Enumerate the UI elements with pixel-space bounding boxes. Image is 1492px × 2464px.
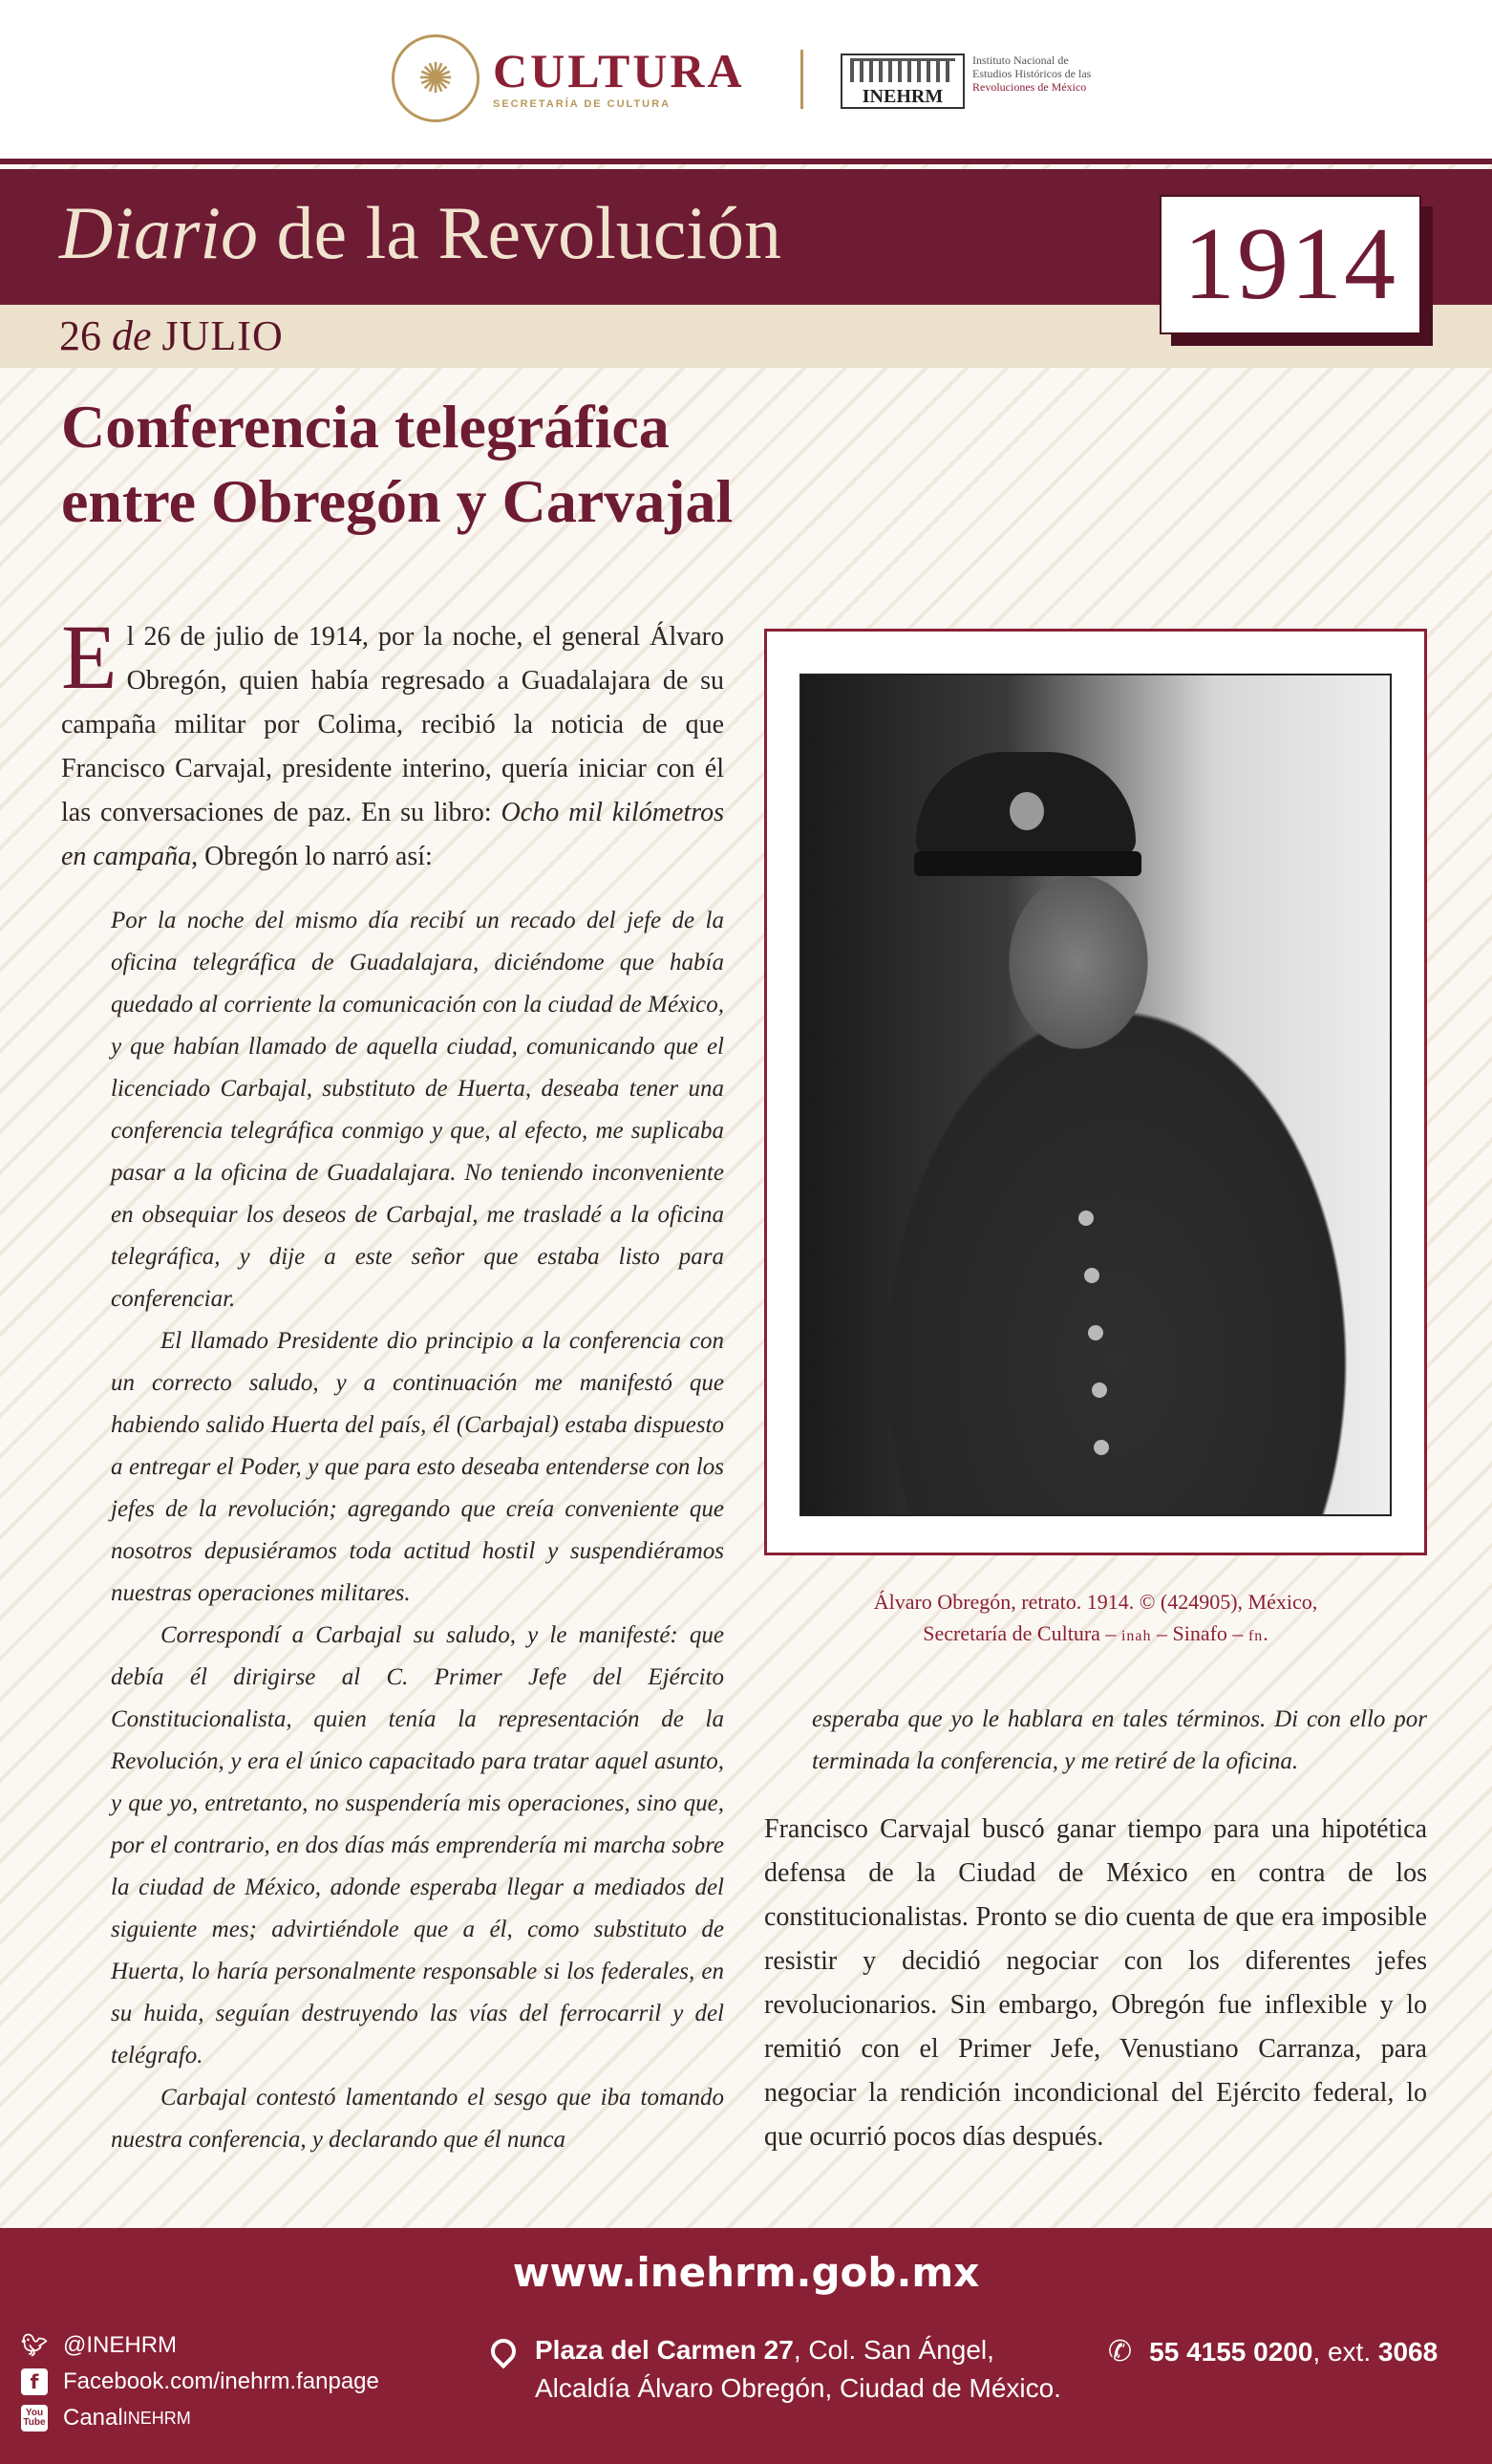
- quote-paragraph-1: Por la noche del mismo día recibí un recado del jefe de la oficina telegráfica de Guadalajara, diciéndome que había quedado al corriente la comunicación con la ciudad de México, y que habían llamado de aquella ciudad, comunicando que el licenciado Carbajal, substituto de Huerta, deseaba tener una conferencia telegráfica conmigo y que, al efecto, me suplicaba pasar a la oficina de Guadalajara. No teniendo inconveniente en obsequiar los deseos de Carbajal, me trasladé a la oficina telegráfica, y dije a este señor que estaba listo para conferenciar.: [111, 908, 724, 1312]
- inehrm-logo[interactable]: [841, 54, 1091, 109]
- website-link[interactable]: www.inehrm.gob.mx: [512, 2249, 980, 2296]
- youtube-icon: You Tube: [21, 2405, 48, 2432]
- book-title: Ocho mil kilómetros en campaña: [61, 798, 724, 871]
- logo-divider: [800, 50, 803, 109]
- phone-number[interactable]: ✆ 55 4155 0200, ext. 3068: [1108, 2335, 1439, 2368]
- inehrm-building-icon: [841, 54, 965, 109]
- quote-paragraph-2: El llamado Presidente dio principio a la conferencia con un correcto saludo, y a continuación me manifestó que habiendo salido Huerta del país, él (Carbajal) estaba dispuesto a entregar el Poder, y que para esto deseaba entenderse con los jefes de la revolución; agregando que creía conveniente que nosotros depusiéramos toda actitud hostil y suspendiéramos nuestras operaciones militares.: [111, 1328, 724, 1606]
- obregon-portrait-photo[interactable]: [799, 674, 1392, 1516]
- youtube-link[interactable]: You Tube Canal INEHRM: [21, 2400, 379, 2436]
- quote-paragraph-end: esperaba que yo le hablara en tales términos. Di con ello por terminada la conferencia, y me retiré de la oficina.: [812, 1706, 1427, 1774]
- cultura-logo[interactable]: [392, 34, 745, 122]
- block-quote: [111, 900, 724, 2161]
- block-quote-continued: [812, 1699, 1427, 1783]
- footer: [0, 2228, 1492, 2464]
- intro-paragraph: El 26 de julio de 1914, por la noche, el general Álvaro Obregón, quien había regresado a Guadalajara de su campaña militar por Colima, recibió la noticia de que Francisco Carvajal, presidente interino, quería iniciar con él las conversaciones de paz. En su libro: Ocho mil kilómetros en campaña, Obregón lo narró así:: [61, 606, 724, 871]
- social-links: [21, 2327, 379, 2436]
- photo-caption: Álvaro Obregón, retrato. 1914. © (424905), México, Secretaría de Cultura – inah – Sinafo – fn.: [873, 1590, 1318, 1645]
- twitter-icon: 🐦︎: [21, 2333, 48, 2357]
- facebook-icon: f: [21, 2368, 48, 2395]
- header-divider-line: [0, 159, 1492, 164]
- address: Plaza del Carmen 27, Col. San Ángel, Alcaldía Álvaro Obregón, Ciudad de México.: [491, 2331, 1061, 2408]
- article-left-column: [61, 606, 724, 2161]
- cultura-subtitle: SECRETARÍA DE CULTURA: [493, 98, 671, 110]
- publication-title: Diario de la Revolución: [59, 191, 782, 274]
- facebook-link[interactable]: f Facebook.com/inehrm.fanpage: [21, 2364, 379, 2400]
- drop-cap: E: [61, 606, 117, 708]
- top-logo-band: [0, 0, 1492, 161]
- closing-paragraph-container: [764, 1808, 1427, 2159]
- cultura-wordmark: CULTURA: [493, 44, 745, 97]
- cap-badge: [1010, 792, 1044, 830]
- inehrm-name: INEHRM: [862, 86, 944, 107]
- location-pin-icon: [486, 2334, 522, 2369]
- mexico-seal-icon: ✺: [392, 34, 480, 122]
- phone-icon: ✆: [1108, 2335, 1133, 2368]
- quote-paragraph-3: Correspondí a Carbajal su saludo, y le manifesté: que debía él dirigirse al C. Primer Jefe del Ejército Constitucionalista, quien tenía la representación de la Revolución, y era el único capacitado para tratar aquel asunto, y que yo, entretanto, no suspendería mis operaciones, sino que, por el contrario, en dos días más emprendería mi marcha sobre la ciudad de México, adonde esperaba llegar a mediados del siguiente mes; advirtiéndole que a él, como substituto de Huerta, lo haría personalmente responsable si los federales, en su huida, seguían destruyendo las vías del ferrocarril y del telégrafo.: [111, 1622, 724, 2068]
- issue-date: 26 de JULIO: [59, 312, 284, 359]
- inehrm-description: Instituto Nacional de Estudios Históricos de las Revoluciones de México: [972, 54, 1092, 94]
- closing-paragraph: Francisco Carvajal buscó ganar tiempo para una hipotética defensa de la Ciudad de México en contra de los constitucionalistas. Pronto se dio cuenta de que era imposible resistir y decidió negociar con los diferentes jefes revolucionarios. Sin embargo, Obregón fue inflexible y lo remitió con el Primer Jefe, Venustiano Carranza, para negociar la rendición incondicional del Ejército federal, lo que ocurrió pocos días después.: [764, 1814, 1427, 2152]
- twitter-link[interactable]: 🐦︎ @INEHRM: [21, 2332, 178, 2358]
- quote-paragraph-4: Carbajal contestó lamentando el sesgo que iba tomando nuestra conferencia, y declarando que él nunca: [111, 2085, 724, 2153]
- article-headline: Conferencia telegráfica entre Obregón y Carvajal: [61, 393, 734, 536]
- photo-frame: [764, 629, 1427, 1555]
- year-badge: 1914: [1160, 195, 1421, 334]
